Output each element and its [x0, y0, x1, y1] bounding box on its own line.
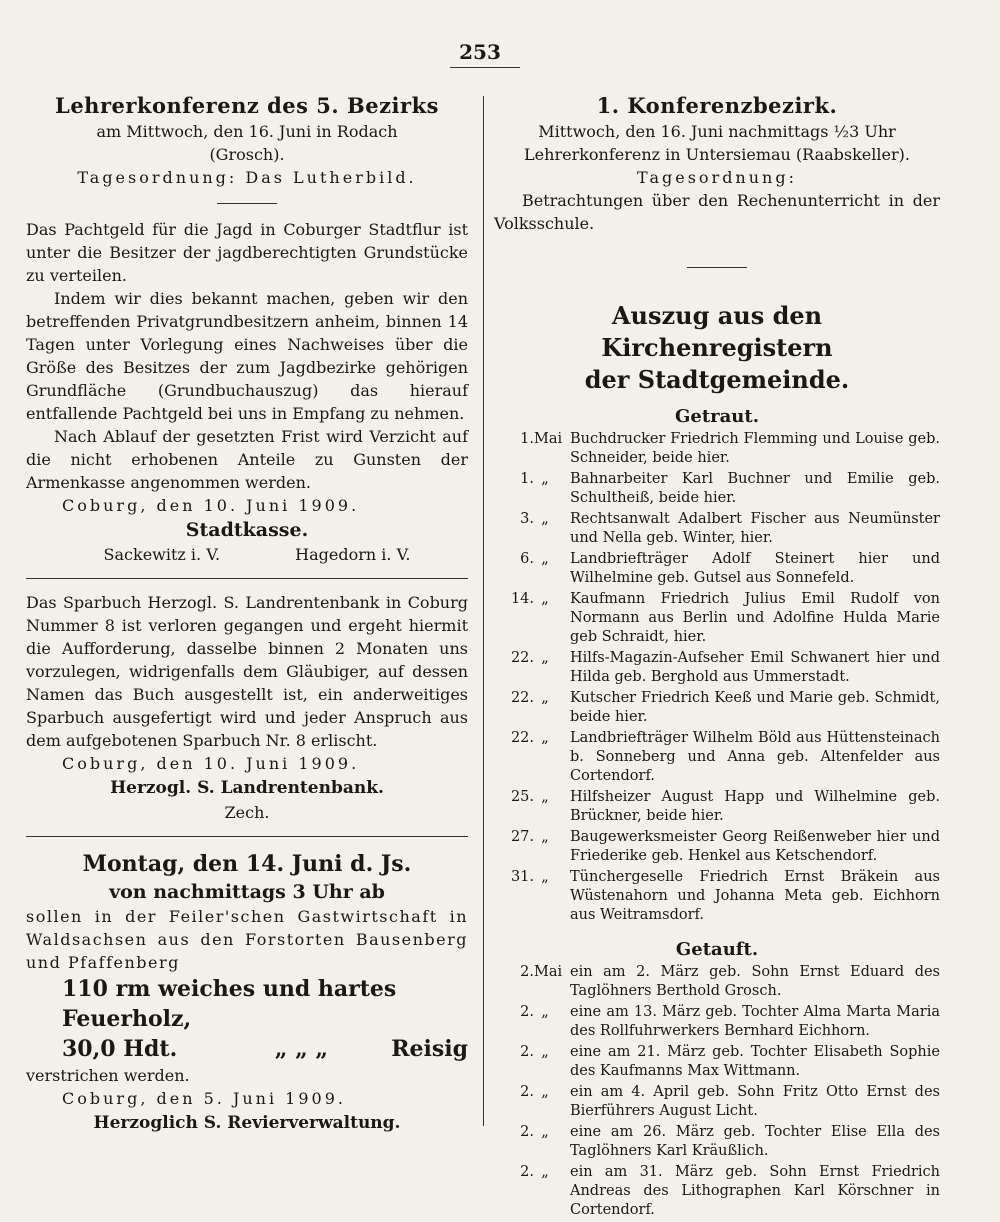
conference-1-line1: Mittwoch, den 16. Juni nachmittags ½3 Uhr Lehrerkonferenz in Untersiemau (Raabskeller).: [524, 122, 910, 164]
register-day: 2.: [520, 964, 534, 980]
register-month: „: [541, 1004, 549, 1020]
register-month: „: [541, 1164, 549, 1180]
conference-1-notice: [494, 92, 940, 235]
page-number-rule: [450, 67, 520, 68]
register-entry: [494, 868, 940, 925]
register-day: 1.: [520, 471, 534, 487]
register-date: [494, 550, 570, 588]
register-entry: [494, 590, 940, 647]
register-entry: [494, 1123, 940, 1161]
register-date: [494, 430, 570, 468]
register-month: „: [541, 1084, 549, 1100]
pachtgeld-date: Coburg, den 10. Juni 1909.: [62, 496, 360, 515]
register-date: [494, 689, 570, 727]
register-date: [494, 828, 570, 866]
register-date: [494, 590, 570, 647]
holz-item-2-ditto: „ „ „: [274, 1036, 329, 1062]
getraut-heading: Getraut.: [675, 406, 759, 427]
register-entry: [494, 1043, 940, 1081]
holz-auction-notice: [26, 849, 468, 1136]
sparbuch-date: Coburg, den 10. Juni 1909.: [62, 754, 360, 773]
register-date: [494, 1163, 570, 1220]
register-date: [494, 963, 570, 1001]
holz-item-2: [26, 1034, 468, 1064]
register-month: Mai: [534, 431, 563, 447]
register-day: 27.: [510, 829, 534, 845]
sparbuch-signature: Zech.: [224, 803, 270, 822]
register-text: eine am 13. März geb. Tochter Alma Marta Maria des Rollfuhrwerkers Bernhard Eichhorn.: [570, 1004, 940, 1039]
register-date: [494, 510, 570, 548]
register-text: Landbriefträger Wilhelm Böld aus Hüttensteinach b. Sonneberg und Anna geb. Altenfelder aus Cortendorf.: [570, 730, 940, 784]
sparbuch-office: Herzogl. S. Landrentenbank.: [110, 778, 384, 798]
holz-item-2-word: Reisig: [391, 1036, 468, 1062]
sparbuch-para: Das Sparbuch Herzogl. S. Landrentenbank in Coburg Nummer 8 ist verloren gegangen und ergeht hiermit die Aufforderung, dasselbe binnen 2 Monaten uns vorzulegen, widrigenfalls dem Gläubiger, auf dessen Namen das Buch ausgestellt ist, ein anderweitiges Sparbuch ausgefertigt wird und jeder Anspruch aus dem aufgebotenen Sparbuch Nr. 8 erlischt.: [26, 593, 468, 750]
register-day: 2.: [520, 1124, 534, 1140]
register-month: Mai: [534, 964, 563, 980]
register-date: [494, 1123, 570, 1161]
register-day: 2.: [520, 1164, 534, 1180]
register-entry: [494, 729, 940, 786]
register-text: ein am 4. April geb. Sohn Fritz Otto Ernst des Bierführers August Licht.: [570, 1084, 940, 1119]
register-entry: [494, 510, 940, 548]
kirchenregister: [494, 300, 940, 1220]
register-entry: [494, 788, 940, 826]
register-month: „: [541, 789, 549, 805]
conference-5-agenda: Tagesordnung: Das Lutherbild.: [77, 168, 417, 187]
conference-1-agenda: Betrachtungen über den Rechenunterricht in der Volksschule.: [494, 191, 940, 233]
register-month: „: [541, 591, 549, 607]
divider: [26, 836, 468, 837]
divider: [217, 203, 277, 204]
holz-date: Coburg, den 5. Juni 1909.: [62, 1089, 346, 1108]
kirchen-title-1: Auszug aus den Kirchenregistern: [601, 301, 833, 362]
right-column: [494, 92, 940, 1222]
register-text: Rechtsanwalt Adalbert Fischer aus Neumünster und Nella geb. Winter, hier.: [570, 511, 940, 546]
register-entry: [494, 1083, 940, 1121]
conference-1-title: 1. Konferenzbezirk.: [596, 93, 838, 118]
pachtgeld-office: Stadtkasse.: [185, 519, 309, 541]
register-text: eine am 26. März geb. Tochter Elise Ella des Taglöhners Karl Kräußlich.: [570, 1124, 940, 1159]
pachtgeld-signatures: [26, 543, 468, 566]
register-day: 22.: [510, 730, 534, 746]
conference-5-line2: (Grosch).: [209, 145, 285, 164]
register-date: [494, 788, 570, 826]
register-day: 22.: [510, 650, 534, 666]
register-date: [494, 649, 570, 687]
getraut-list: [494, 430, 940, 925]
register-day: 25.: [510, 789, 534, 805]
register-text: Landbriefträger Adolf Steinert hier und Wilhelmine geb. Gutsel aus Sonnefeld.: [570, 551, 940, 586]
register-entry: [494, 649, 940, 687]
register-month: „: [541, 650, 549, 666]
register-day: 6.: [520, 551, 534, 567]
register-month: „: [541, 551, 549, 567]
signature-hagedorn: Hagedorn i. V.: [295, 545, 411, 564]
register-text: Kutscher Friedrich Keeß und Marie geb. Schmidt, beide hier.: [570, 690, 940, 725]
holz-para-1: sollen in der Feiler'schen Gastwirtschaft in Waldsachsen aus den Forstorten Bausenberg und Pfaffenberg: [26, 907, 468, 972]
register-entry: [494, 430, 940, 468]
register-entry: [494, 1163, 940, 1220]
register-month: „: [541, 471, 549, 487]
divider: [687, 267, 747, 268]
register-text: Bahnarbeiter Karl Buchner und Emilie geb. Schultheiß, beide hier.: [570, 471, 940, 506]
register-month: „: [541, 829, 549, 845]
signature-sackewitz: Sackewitz i. V.: [103, 545, 221, 564]
pachtgeld-para-2: Indem wir dies bekannt machen, geben wir den betreffenden Privatgrundbesitzern anheim, binnen 14 Tagen unter Vorlegung eines Nachweises über die Größe des Besitzes der zum Jagdbezirke gehörigen Grundfläche (Grundbuchauszug) das hierauf entfallende Pachtgeld bei uns in Empfang zu nehmen.: [26, 289, 468, 423]
register-month: „: [541, 511, 549, 527]
column-divider: [483, 96, 484, 1126]
register-day: 14.: [510, 591, 534, 607]
register-entry: [494, 828, 940, 866]
holz-item-2-qty: 30,0 Hdt.: [62, 1036, 178, 1062]
register-day: 22.: [510, 690, 534, 706]
register-month: „: [541, 730, 549, 746]
register-month: „: [541, 690, 549, 706]
register-month: „: [541, 1044, 549, 1060]
register-day: 2.: [520, 1004, 534, 1020]
register-date: [494, 1083, 570, 1121]
divider: [26, 578, 468, 579]
conference-5-line1: am Mittwoch, den 16. Juni in Rodach: [96, 122, 398, 141]
register-day: 2.: [520, 1044, 534, 1060]
register-day: 31.: [510, 869, 534, 885]
register-text: Baugewerksmeister Georg Reißenweber hier und Friederike geb. Henkel aus Ketschendorf.: [570, 829, 940, 864]
conference-5-title: Lehrerkonferenz des 5. Bezirks: [55, 93, 439, 118]
register-entry: [494, 470, 940, 508]
register-month: „: [541, 1124, 549, 1140]
register-text: ein am 31. März geb. Sohn Ernst Friedrich Andreas des Lithographen Karl Körschner in Cortendorf.: [570, 1164, 940, 1218]
conference-5-notice: [26, 92, 468, 189]
holz-office: Herzoglich S. Revierverwaltung.: [93, 1113, 401, 1133]
register-day: 3.: [520, 511, 534, 527]
register-day: 1.: [520, 431, 534, 447]
register-day: 2.: [520, 1084, 534, 1100]
pachtgeld-para-1: Das Pachtgeld für die Jagd in Coburger Stadtflur ist unter die Besitzer der jagdberechtigten Grundstücke zu verteilen.: [26, 220, 468, 285]
holz-title: Montag, den 14. Juni d. Js.: [82, 851, 412, 877]
holz-para-2: verstrichen werden.: [26, 1066, 190, 1085]
register-text: Hilfs-Magazin-Aufseher Emil Schwanert hier und Hilda geb. Berghold aus Ummerstadt.: [570, 650, 940, 685]
left-column: [26, 92, 468, 1136]
register-text: Hilfsheizer August Happ und Wilhelmine geb. Brückner, beide hier.: [570, 789, 940, 824]
register-date: [494, 729, 570, 786]
register-entry: [494, 550, 940, 588]
register-text: Kaufmann Friedrich Julius Emil Rudolf von Normann aus Berlin und Adolfine Hulda Marie geb Schraidt, hier.: [570, 591, 940, 645]
getauft-heading: Getauft.: [675, 939, 759, 960]
register-date: [494, 868, 570, 925]
conference-1-agenda-label: Tagesordnung:: [637, 168, 797, 187]
page-number: 253: [459, 40, 501, 64]
register-text: Tünchergeselle Friedrich Ernst Bräkein aus Wüstenahorn und Johanna Meta geb. Eichhorn aus Weitramsdorf.: [570, 869, 940, 923]
holz-item-1: 110 rm weiches und hartes Feuerholz,: [62, 976, 397, 1032]
register-entry: [494, 689, 940, 727]
register-entry: [494, 1003, 940, 1041]
sparbuch-notice: [26, 591, 468, 824]
register-month: „: [541, 869, 549, 885]
register-entry: [494, 963, 940, 1001]
pachtgeld-notice: [26, 218, 468, 566]
pachtgeld-para-3: Nach Ablauf der gesetzten Frist wird Verzicht auf die nicht erhobenen Anteile zu Gunsten der Armenkasse angenommen werden.: [26, 427, 468, 492]
getauft-list: [494, 963, 940, 1220]
register-text: ein am 2. März geb. Sohn Ernst Eduard des Taglöhners Berthold Grosch.: [570, 964, 940, 999]
register-date: [494, 1003, 570, 1041]
register-date: [494, 470, 570, 508]
kirchen-title-2: der Stadtgemeinde.: [584, 365, 850, 394]
register-date: [494, 1043, 570, 1081]
register-text: Buchdrucker Friedrich Flemming und Louise geb. Schneider, beide hier.: [570, 431, 940, 466]
holz-subtitle: von nachmittags 3 Uhr ab: [109, 881, 385, 903]
register-text: eine am 21. März geb. Tochter Elisabeth Sophie des Kaufmanns Max Wittmann.: [570, 1044, 940, 1079]
